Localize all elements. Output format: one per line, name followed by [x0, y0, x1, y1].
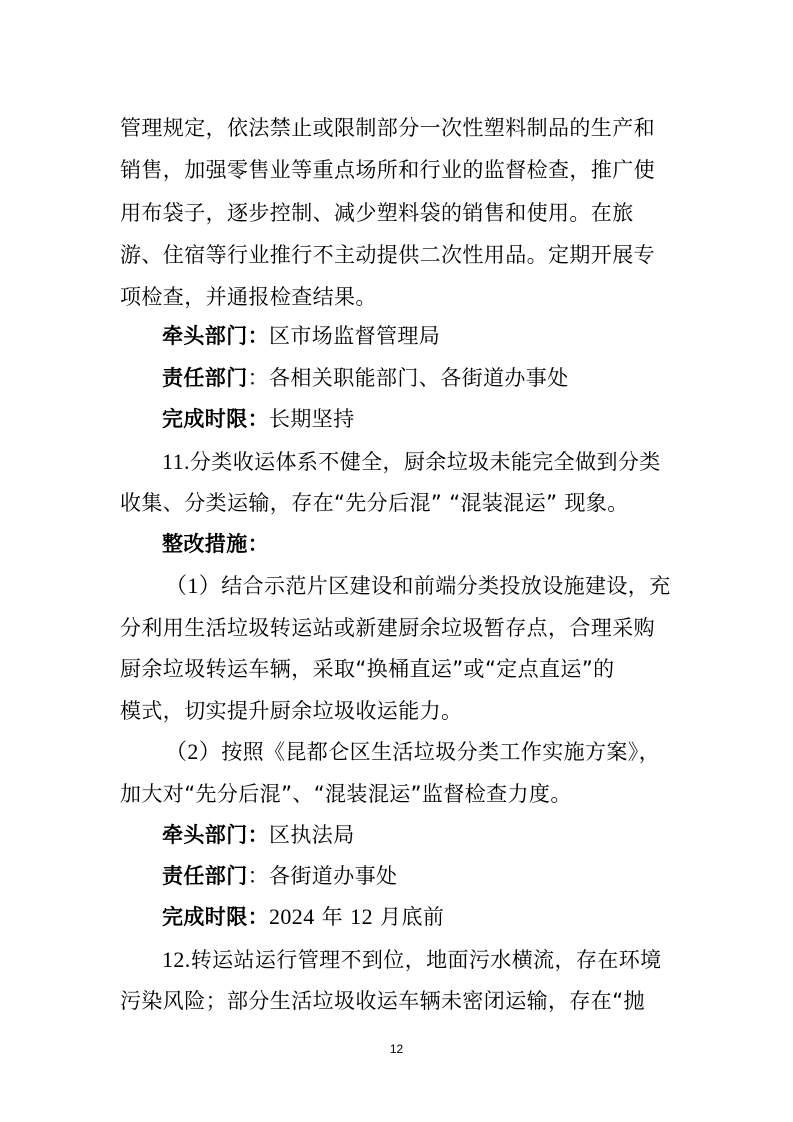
- deadline-year-unit: 年: [314, 905, 351, 929]
- deadline-value: 长期坚持: [269, 407, 355, 431]
- issue-11-text: 分类收运体系不健全，厨余垃圾未能完全做到分类: [189, 450, 661, 474]
- measure-1-text-continued: 厨余垃圾转运车辆，采取“换桶直运”或“定点直运”的: [120, 657, 615, 681]
- measure-2-line: [165, 738, 660, 766]
- body-text-line: 项检查，并通报检查结果。: [120, 285, 377, 309]
- measure-1-text-continued: 模式，切实提升厨余垃圾收运能力。: [120, 699, 463, 723]
- body-text-line: 销售，加强零售业等重点场所和行业的监督检查，推广使: [120, 158, 655, 182]
- page-number: 12: [389, 1042, 404, 1056]
- responsible-department-value: ：各相关职能部门、各街道办事处: [247, 366, 569, 390]
- measure-1-text-continued: 分利用生活垃圾转运站或新建厨余垃圾暂存点，合理采购: [120, 616, 655, 640]
- measure-2-text: 按照《昆都仑区生活垃圾分类工作实施方案》，: [221, 740, 661, 764]
- body-text-line: 用布袋子，逐步控制、减少塑料袋的销售和使用。在旅: [120, 201, 634, 225]
- body-text-line: 游、住宿等行业推行不主动提供二次性用品。定期开展专: [120, 243, 655, 267]
- measure-2-text-continued: 加大对“先分后混”、“混装混运”监督检查力度。: [120, 782, 572, 806]
- responsible-department-label: 责任部门: [162, 864, 248, 888]
- deadline-year: 2024: [269, 904, 315, 929]
- deadline-month: 12: [350, 904, 373, 929]
- issue-12-line: [162, 946, 662, 974]
- lead-department-line: [162, 821, 355, 849]
- measure-1-line: [165, 572, 671, 600]
- measure-2-number: （2）: [165, 739, 222, 764]
- responsible-department-value: ：各街道办事处: [247, 864, 398, 888]
- deadline-line: [162, 405, 355, 433]
- measure-1-text: 结合示范片区建设和前端分类投放设施建设，充: [221, 574, 671, 598]
- body-text-line: 管理规定，依法禁止或限制部分一次性塑料制品的生产和: [120, 116, 655, 140]
- issue-11-number: 11.: [162, 449, 190, 474]
- issue-11-line: [162, 448, 661, 476]
- deadline-line: [162, 903, 444, 931]
- deadline-label: 完成时限：: [162, 905, 269, 929]
- responsible-department-line: [162, 364, 569, 392]
- measures-label: 整改措施：: [162, 532, 269, 556]
- responsible-department-line: [162, 862, 397, 890]
- issue-12-text-continued: 污染风险；部分生活垃圾收运车辆未密闭运输，存在“抛: [120, 989, 645, 1013]
- measures-heading: [162, 530, 269, 558]
- lead-department-label: 牵头部门：: [162, 324, 269, 348]
- deadline-month-unit: 月底前: [372, 905, 445, 929]
- issue-11-text-continued: 收集、分类运输，存在“先分后混” “混装混运” 现象。: [120, 491, 629, 515]
- responsible-department-label: 责任部门: [162, 366, 248, 390]
- measure-1-number: （1）: [165, 573, 222, 598]
- issue-12-text: 转运站运行管理不到位，地面污水横流，存在环境: [190, 948, 662, 972]
- issue-12-number: 12.: [162, 947, 191, 972]
- lead-department-label: 牵头部门：: [162, 823, 269, 847]
- lead-department-value: 区执法局: [269, 823, 355, 847]
- lead-department-value: 区市场监督管理局: [269, 324, 441, 348]
- deadline-label: 完成时限：: [162, 407, 269, 431]
- lead-department-line: [162, 322, 440, 350]
